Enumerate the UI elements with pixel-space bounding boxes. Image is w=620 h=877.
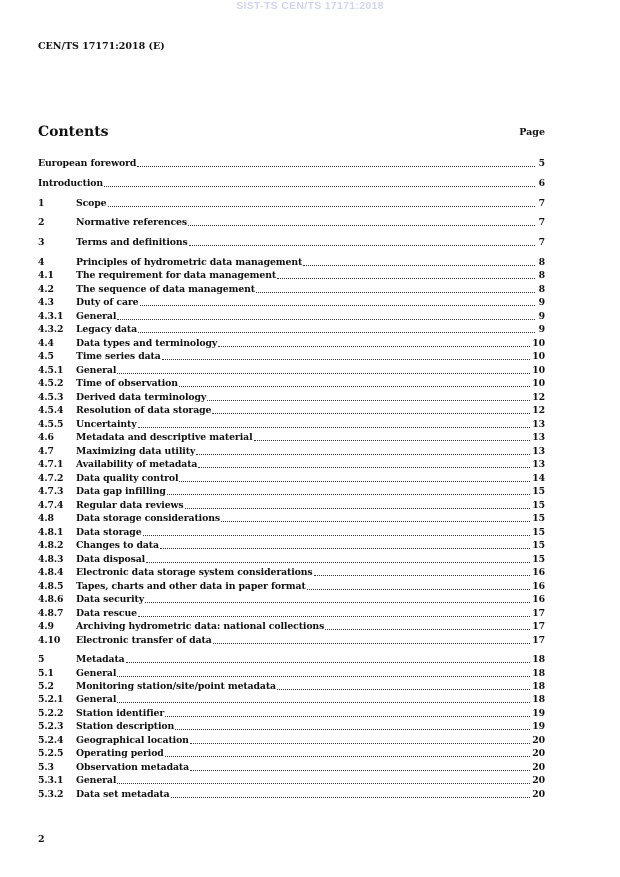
toc-entry[interactable] — [38, 484, 545, 497]
toc-entry-title: Data set metadata — [76, 789, 170, 800]
toc-entry-page: 5 — [538, 158, 545, 169]
toc-entry-title: Derived data terminology — [76, 392, 207, 403]
toc-entry-title: Time of observation — [76, 378, 178, 389]
toc-dot-leader — [314, 574, 531, 576]
toc-entry-title: Geographical location — [76, 735, 189, 746]
toc-entry-title: Data disposal — [76, 554, 146, 565]
toc-entry-title: Monitoring station/site/point metadata — [76, 681, 276, 692]
toc-entry-number: 4.8 — [38, 513, 54, 524]
toc-entry-number: 4.4 — [38, 338, 54, 349]
toc-entry-page: 15 — [532, 513, 545, 524]
toc-entry[interactable] — [38, 666, 545, 679]
watermark: SIST-TS CEN/TS 17171:2018 — [236, 0, 384, 12]
toc-dot-leader — [218, 345, 530, 347]
toc-dot-leader — [254, 439, 531, 441]
toc-entry-title: Introduction — [38, 178, 104, 189]
toc-entry-title: Electronic data storage system considerations — [76, 567, 313, 578]
toc-entry-page: 18 — [532, 694, 545, 705]
toc-entry-number: 4.5.2 — [38, 378, 64, 389]
toc-entry[interactable] — [38, 773, 545, 786]
toc-dot-leader — [117, 701, 530, 703]
toc-entry-title: Data storage — [76, 527, 142, 538]
toc-entry-page: 12 — [532, 405, 545, 416]
toc-entry-page: 20 — [532, 762, 545, 773]
toc-entry-page: 10 — [532, 351, 545, 362]
toc-entry-page: 18 — [532, 654, 545, 665]
toc-dot-leader — [162, 358, 531, 360]
toc-entry-page: 17 — [532, 608, 545, 619]
toc-entry[interactable] — [38, 471, 545, 484]
toc-dot-leader — [137, 165, 535, 167]
toc-entry[interactable] — [38, 787, 545, 800]
toc-dot-leader — [108, 205, 536, 207]
toc-dot-leader — [140, 304, 536, 306]
toc-dot-leader — [126, 661, 531, 663]
toc-entry-title: Changes to data — [76, 540, 159, 551]
toc-dot-leader — [196, 453, 530, 455]
toc-dot-leader — [167, 493, 530, 495]
toc-dot-leader — [277, 277, 535, 279]
toc-entry-number: 4.3.1 — [38, 311, 64, 322]
toc-entry-page: 19 — [532, 721, 545, 732]
toc-entry-title: The requirement for data management — [76, 270, 277, 281]
toc-entry-number: 4.10 — [38, 635, 61, 646]
toc-entry[interactable] — [38, 309, 545, 322]
toc-entry-page: 15 — [532, 527, 545, 538]
toc-entry-page: 7 — [538, 217, 545, 228]
toc-entry-number: 4.8.7 — [38, 608, 64, 619]
toc-dot-leader — [189, 244, 535, 246]
toc-entry-number: 5.2.3 — [38, 721, 64, 732]
toc-dot-leader — [138, 615, 530, 617]
toc-entry-number: 4.7.4 — [38, 500, 64, 511]
toc-dot-leader — [303, 264, 535, 266]
toc-entry[interactable] — [38, 552, 545, 565]
toc-entry-number: 5 — [38, 654, 45, 665]
toc-entry[interactable] — [38, 363, 545, 376]
toc-dot-leader — [146, 561, 530, 563]
toc-entry[interactable] — [38, 282, 545, 295]
toc-entry-title: Uncertainty — [76, 419, 137, 430]
toc-entry-number: 5.2 — [38, 681, 54, 692]
toc-entry[interactable] — [38, 235, 545, 248]
toc-entry-number: 4.5.4 — [38, 405, 64, 416]
toc-entry-title: Data types and terminology — [76, 338, 218, 349]
toc-dot-leader — [138, 331, 535, 333]
toc-dot-leader — [117, 675, 530, 677]
toc-dot-leader — [185, 507, 531, 509]
toc-entry-number: 4.8.6 — [38, 594, 64, 605]
toc-entry-number: 2 — [38, 217, 45, 228]
toc-entry[interactable] — [38, 619, 545, 632]
toc-entry[interactable] — [38, 390, 545, 403]
toc-entry-title: Regular data reviews — [76, 500, 184, 511]
toc-dot-leader — [277, 688, 530, 690]
toc-entry[interactable] — [38, 511, 545, 524]
toc-entry[interactable] — [38, 652, 545, 665]
toc-entry-page: 16 — [532, 594, 545, 605]
toc-entry-title: Station description — [76, 721, 175, 732]
toc-entry[interactable] — [38, 430, 545, 443]
toc-dot-leader — [117, 782, 530, 784]
toc-entry[interactable] — [38, 444, 545, 457]
toc-entry[interactable] — [38, 268, 545, 281]
toc-dot-leader — [145, 601, 530, 603]
toc-entry-title: The sequence of data management — [76, 284, 256, 295]
toc-entry-title: Scope — [76, 198, 107, 209]
toc-entry[interactable] — [38, 196, 545, 209]
contents-title: Contents — [38, 124, 109, 140]
toc-entry-title: Operating period — [76, 748, 164, 759]
toc-entry-title: Maximizing data utility — [76, 446, 196, 457]
toc-dot-leader — [138, 426, 531, 428]
toc-entry-title: Tapes, charts and other data in paper format — [76, 581, 306, 592]
toc-entry-title: General — [76, 365, 117, 376]
toc-entry-page: 20 — [532, 735, 545, 746]
page-number: 2 — [38, 834, 45, 845]
toc-entry-page: 18 — [532, 668, 545, 679]
toc-entry[interactable] — [38, 679, 545, 692]
toc-entry-number: 5.3.2 — [38, 789, 64, 800]
toc-entry[interactable] — [38, 733, 545, 746]
toc-entry-title: Metadata and descriptive material — [76, 432, 253, 443]
toc-entry-page: 9 — [538, 297, 545, 308]
toc-entry-title: Resolution of data storage — [76, 405, 212, 416]
toc-entry[interactable] — [38, 255, 545, 268]
toc-dot-leader — [179, 385, 530, 387]
toc-entry-page: 17 — [532, 635, 545, 646]
toc-entry-title: Availability of metadata — [76, 459, 198, 470]
toc-dot-leader — [171, 796, 531, 798]
toc-dot-leader — [188, 224, 535, 226]
toc-entry-title: Duty of care — [76, 297, 139, 308]
toc-entry[interactable] — [38, 579, 545, 592]
toc-entry-number: 4.7.3 — [38, 486, 64, 497]
toc-entry-title: Observation metadata — [76, 762, 190, 773]
toc-dot-leader — [117, 318, 535, 320]
toc-entry-page: 16 — [532, 581, 545, 592]
toc-entry-number: 4.2 — [38, 284, 54, 295]
toc-entry-page: 18 — [532, 681, 545, 692]
toc-dot-leader — [207, 399, 530, 401]
toc-entry-number: 5.2.1 — [38, 694, 64, 705]
toc-dot-leader — [256, 291, 535, 293]
toc-entry-number: 4.5 — [38, 351, 54, 362]
toc-dot-leader — [160, 547, 530, 549]
toc-entry-number: 4.6 — [38, 432, 54, 443]
toc-entry-page: 8 — [538, 270, 545, 281]
toc-entry[interactable] — [38, 215, 545, 228]
toc-entry-title: Data rescue — [76, 608, 137, 619]
toc-entry[interactable] — [38, 692, 545, 705]
toc-entry-title: Electronic transfer of data — [76, 635, 212, 646]
toc-entry-page: 17 — [532, 621, 545, 632]
toc-entry[interactable] — [38, 349, 545, 362]
toc-entry[interactable] — [38, 538, 545, 551]
toc-entry-title: Time series data — [76, 351, 161, 362]
toc-entry-number: 4.8.4 — [38, 567, 64, 578]
toc-entry-page: 13 — [532, 432, 545, 443]
toc-entry-title: General — [76, 775, 117, 786]
toc-entry-page: 19 — [532, 708, 545, 719]
toc-entry-number: 4.8.5 — [38, 581, 64, 592]
toc-entry[interactable] — [38, 525, 545, 538]
toc-entry-page: 13 — [532, 459, 545, 470]
page-column-label: Page — [519, 127, 545, 138]
toc-dot-leader — [179, 480, 530, 482]
toc-dot-leader — [190, 742, 530, 744]
toc-entry-title: Principles of hydrometric data management — [76, 257, 303, 268]
toc-entry-page: 15 — [532, 500, 545, 511]
toc-entry-page: 10 — [532, 338, 545, 349]
toc-entry-number: 5.2.5 — [38, 748, 64, 759]
toc-entry-title: Metadata — [76, 654, 125, 665]
toc-entry-title: General — [76, 311, 117, 322]
toc-entry-number: 4.8.1 — [38, 527, 64, 538]
toc-entry-number: 4.3.2 — [38, 324, 64, 335]
toc-entry-page: 15 — [532, 540, 545, 551]
toc-entry[interactable] — [38, 498, 545, 511]
toc-entry-title: General — [76, 668, 117, 679]
toc-entry-number: 5.2.4 — [38, 735, 64, 746]
toc-entry-number: 4.8.3 — [38, 554, 64, 565]
toc-entry[interactable] — [38, 376, 545, 389]
toc-dot-leader — [117, 372, 530, 374]
toc-entry-number: 4.1 — [38, 270, 54, 281]
toc-entry-page: 20 — [532, 748, 545, 759]
toc-entry-title: Data quality control — [76, 473, 179, 484]
toc-entry-number: 1 — [38, 198, 45, 209]
toc-entry-title: Normative references — [76, 217, 187, 228]
toc-dot-leader — [165, 715, 530, 717]
toc-entry-title: Station identifier — [76, 708, 165, 719]
toc-entry-page: 15 — [532, 486, 545, 497]
toc-entry-number: 4 — [38, 257, 45, 268]
toc-entry-number: 5.1 — [38, 668, 54, 679]
toc-entry-number: 4.5.1 — [38, 365, 64, 376]
toc-entry-number: 4.3 — [38, 297, 54, 308]
toc-entry-number: 4.8.2 — [38, 540, 64, 551]
toc-entry-title: Data storage considerations — [76, 513, 220, 524]
toc-entry-page: 15 — [532, 554, 545, 565]
toc-entry-page: 10 — [532, 365, 545, 376]
toc-entry[interactable] — [38, 417, 545, 430]
toc-entry-number: 5.2.2 — [38, 708, 64, 719]
toc-entry[interactable] — [38, 457, 545, 470]
toc-dot-leader — [198, 466, 530, 468]
toc-entry[interactable] — [38, 592, 545, 605]
toc-entry-page: 7 — [538, 198, 545, 209]
toc-entry[interactable] — [38, 606, 545, 619]
toc-entry[interactable] — [38, 760, 545, 773]
toc-entry[interactable] — [38, 746, 545, 759]
toc-entry-number: 5.3 — [38, 762, 54, 773]
toc-entry[interactable] — [38, 403, 545, 416]
toc-entry-number: 3 — [38, 237, 45, 248]
toc-entry-page: 10 — [532, 378, 545, 389]
toc-dot-leader — [143, 534, 531, 536]
toc-entry[interactable] — [38, 336, 545, 349]
toc-entry[interactable] — [38, 322, 545, 335]
toc-entry-number: 4.5.3 — [38, 392, 64, 403]
document-id-header: CEN/TS 17171:2018 (E) — [38, 41, 165, 52]
toc-dot-leader — [213, 642, 531, 644]
toc-dot-leader — [175, 728, 530, 730]
toc-entry-page: 8 — [538, 284, 545, 295]
toc-entry[interactable] — [38, 176, 545, 189]
toc-entry-title: Archiving hydrometric data: national collections — [76, 621, 325, 632]
toc-dot-leader — [221, 520, 530, 522]
toc-entry-title: Data gap infilling — [76, 486, 166, 497]
toc-entry-number: 4.7.1 — [38, 459, 64, 470]
toc-entry-number: 5.3.1 — [38, 775, 64, 786]
toc-entry-page: 9 — [538, 311, 545, 322]
toc-entry[interactable] — [38, 719, 545, 732]
toc-entry-title: Legacy data — [76, 324, 138, 335]
toc-entry[interactable] — [38, 633, 545, 646]
toc-entry[interactable] — [38, 565, 545, 578]
toc-entry-title: European foreword — [38, 158, 137, 169]
toc-entry-number: 4.9 — [38, 621, 54, 632]
toc-entry-title: Data security — [76, 594, 145, 605]
toc-entry-page: 16 — [532, 567, 545, 578]
toc-dot-leader — [307, 588, 531, 590]
toc-entry-page: 14 — [532, 473, 545, 484]
toc-entry-page: 9 — [538, 324, 545, 335]
toc-entry-page: 12 — [532, 392, 545, 403]
toc-dot-leader — [190, 769, 530, 771]
toc-entry-page: 7 — [538, 237, 545, 248]
toc-entry-page: 13 — [532, 446, 545, 457]
toc-entry-title: General — [76, 694, 117, 705]
toc-dot-leader — [104, 185, 535, 187]
toc-dot-leader — [325, 628, 530, 630]
toc-entry[interactable] — [38, 706, 545, 719]
toc-entry-page: 8 — [538, 257, 545, 268]
toc-entry[interactable] — [38, 156, 545, 169]
toc-entry-page: 20 — [532, 775, 545, 786]
toc-entry[interactable] — [38, 295, 545, 308]
toc-entry-number: 4.7.2 — [38, 473, 64, 484]
toc-entry-title: Terms and definitions — [76, 237, 188, 248]
toc-entry-number: 4.5.5 — [38, 419, 64, 430]
toc-entry-page: 13 — [532, 419, 545, 430]
toc-entry-number: 4.7 — [38, 446, 54, 457]
toc-dot-leader — [165, 755, 531, 757]
toc-entry-page: 6 — [538, 178, 545, 189]
toc-entry-page: 20 — [532, 789, 545, 800]
toc-dot-leader — [212, 412, 530, 414]
